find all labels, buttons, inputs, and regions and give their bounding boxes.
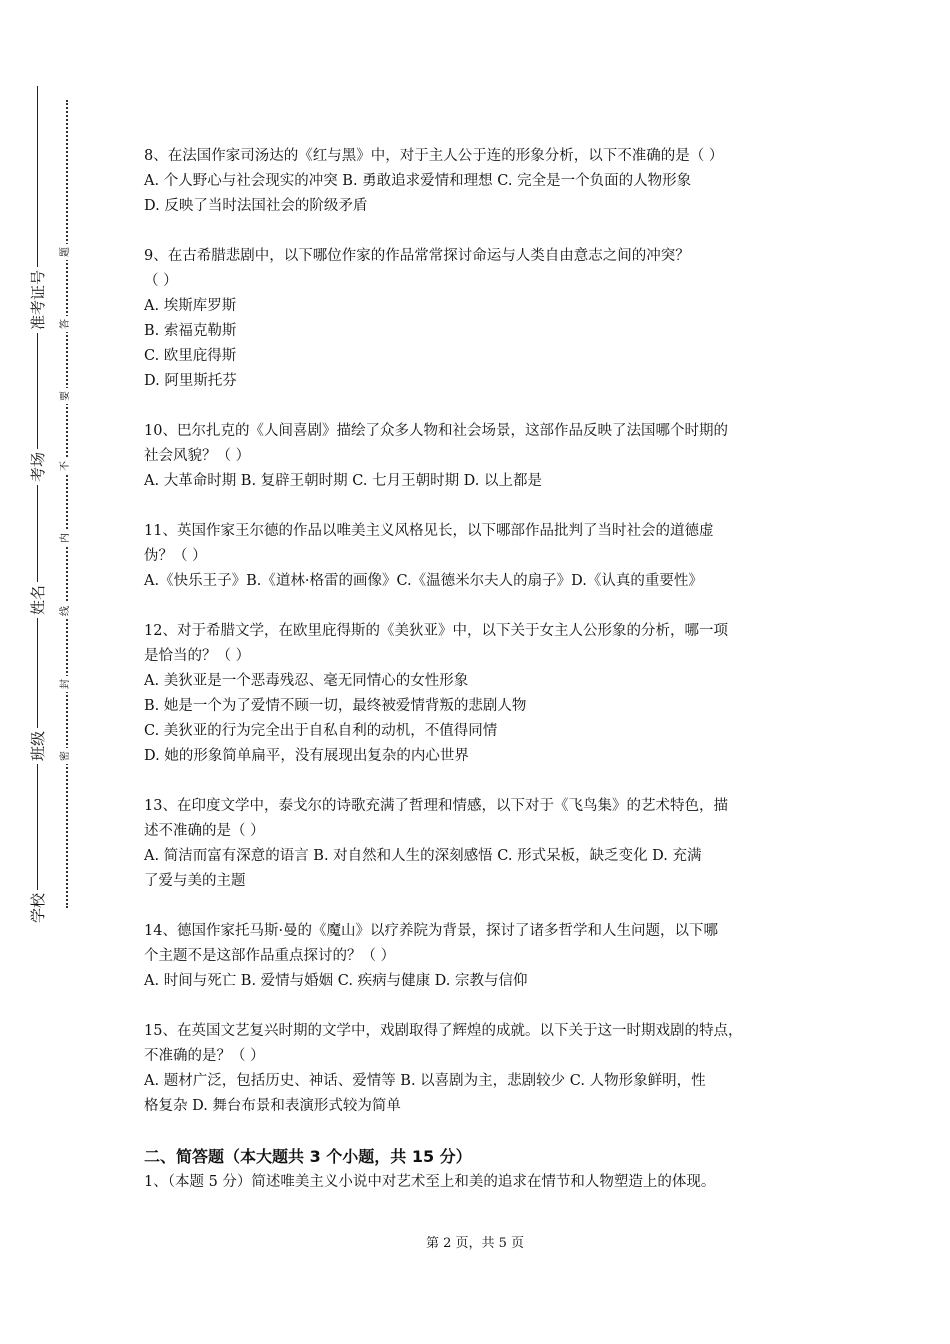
field-label-name: 姓名: [28, 582, 48, 618]
page-number-footer: 第 2 页，共 5 页: [425, 1236, 525, 1251]
binding-margin: [0, 0, 110, 1344]
question-13-options: A. 简洁而富有深意的语言 B. 对自然和人生的深刻感悟 C. 形式呆板，缺乏变化 D. 充满: [144, 848, 702, 864]
question-11-stem: 11、英国作家王尔德的作品以唯美主义风格见长，以下哪部作品批判了当时社会的道德虚: [144, 523, 714, 539]
question-12-option-d: D. 她的形象简单扁平，没有展现出复杂的内心世界: [144, 748, 469, 764]
question-10-stem: 10、巴尔扎克的《人间喜剧》描绘了众多人物和社会场景，这部作品反映了法国哪个时期的: [144, 423, 728, 439]
question-15-stem-cont: 不准确的是？（ ）: [144, 1048, 265, 1064]
field-label-exam-number: 准考证号: [28, 267, 48, 333]
question-10-options: A. 大革命时期 B. 复辟王朝时期 C. 七月王朝时期 D. 以上都是: [144, 473, 543, 489]
seal-char-xian: 线: [58, 603, 74, 619]
seal-char-bu: 不: [58, 458, 74, 474]
question-12: [144, 619, 820, 769]
seal-char-yao: 要: [58, 388, 74, 404]
seal-char-feng: 封: [58, 676, 74, 692]
question-10-stem-cont: 社会风貌？（ ）: [144, 448, 251, 464]
question-8-options: A. 个人野心与社会现实的冲突 B. 勇敢追求爱情和理想 C. 完全是一个负面的人物形象: [144, 173, 692, 189]
section-heading-short-answer: 二、简答题（本大题共 3 个小题，共 15 分）: [144, 1147, 472, 1166]
question-8: [144, 144, 820, 219]
field-label-class: 班级: [28, 728, 48, 764]
question-13: [144, 794, 820, 894]
question-12-option-c: C. 美狄亚的行为完全出于自私自利的动机，不值得同情: [144, 723, 498, 739]
seal-char-mi: 密: [58, 748, 74, 764]
question-13-stem-cont: 述不准确的是（ ）: [144, 823, 265, 839]
question-11-options: A.《快乐王子》B.《道林·格雷的画像》C.《温德米尔夫人的扇子》D.《认真的重要性》: [144, 573, 703, 589]
question-12-option-b: B. 她是一个为了爱情不顾一切，最终被爱情背叛的悲剧人物: [144, 698, 527, 714]
question-15-options: A. 题材广泛，包括历史、神话、爱情等 B. 以喜剧为主，悲剧较少 C. 人物形象鲜明，性: [144, 1073, 706, 1089]
question-12-stem-cont: 是恰当的？（ ）: [144, 648, 251, 664]
question-13-stem: 13、在印度文学中，泰戈尔的诗歌充满了哲理和情感，以下对于《飞鸟集》的艺术特色，描: [144, 798, 728, 814]
question-9: [144, 244, 820, 394]
question-11: [144, 519, 820, 594]
question-9-option-c: C. 欧里庇得斯: [144, 348, 237, 364]
seal-char-ti: 题: [58, 244, 74, 260]
question-12-option-a: A. 美狄亚是一个恶毒残忍、毫无同情心的女性形象: [144, 673, 469, 689]
field-label-school: 学校: [28, 890, 48, 926]
question-13-options-cont: 了爱与美的主题: [144, 873, 246, 889]
question-14: [144, 919, 820, 994]
short-answer-question-1: 1、（本题 5 分）简述唯美主义小说中对艺术至上和美的追求在情节和人物塑造上的体现。: [144, 1174, 716, 1190]
question-9-stem: 9、在古希腊悲剧中，以下哪位作家的作品常常探讨命运与人类自由意志之间的冲突？: [144, 248, 690, 264]
question-12-stem: 12、对于希腊文学，在欧里庇得斯的《美狄亚》中，以下关于女主人公形象的分析，哪一项: [144, 623, 728, 639]
question-9-option-a: A. 埃斯库罗斯: [144, 298, 237, 314]
question-10: [144, 419, 820, 494]
exam-content: [144, 144, 820, 1195]
field-label-exam-room: 考场: [28, 449, 48, 485]
seal-char-da: 答: [58, 316, 74, 332]
question-8-option-d: D. 反映了当时法国社会的阶级矛盾: [144, 198, 368, 214]
question-9-option-b: B. 索福克勒斯: [144, 323, 237, 339]
question-15-options-cont: 格复杂 D. 舞台布景和表演形式较为简单: [144, 1098, 401, 1114]
question-14-stem: 14、德国作家托马斯·曼的《魔山》以疗养院为背景，探讨了诸多哲学和人生问题，以下哪: [144, 923, 719, 939]
seal-dotted-line: [66, 100, 68, 908]
question-14-stem-cont: 个主题不是这部作品重点探讨的？（ ）: [144, 948, 396, 964]
binding-solid-line: [37, 86, 38, 926]
question-15-stem: 15、在英国文艺复兴时期的文学中，戏剧取得了辉煌的成就。以下关于这一时期戏剧的特点，: [144, 1023, 743, 1039]
question-15: [144, 1019, 820, 1119]
question-14-options: A. 时间与死亡 B. 爱情与婚姻 C. 疾病与健康 D. 宗教与信仰: [144, 973, 528, 989]
question-11-stem-cont: 伪？（ ）: [144, 548, 207, 564]
seal-char-nei: 内: [58, 530, 74, 546]
question-8-stem: 8、在法国作家司汤达的《红与黑》中，对于主人公于连的形象分析，以下不准确的是（ ）: [144, 148, 724, 164]
question-9-option-d: D. 阿里斯托芬: [144, 373, 237, 389]
question-9-blank: （ ）: [144, 273, 178, 289]
